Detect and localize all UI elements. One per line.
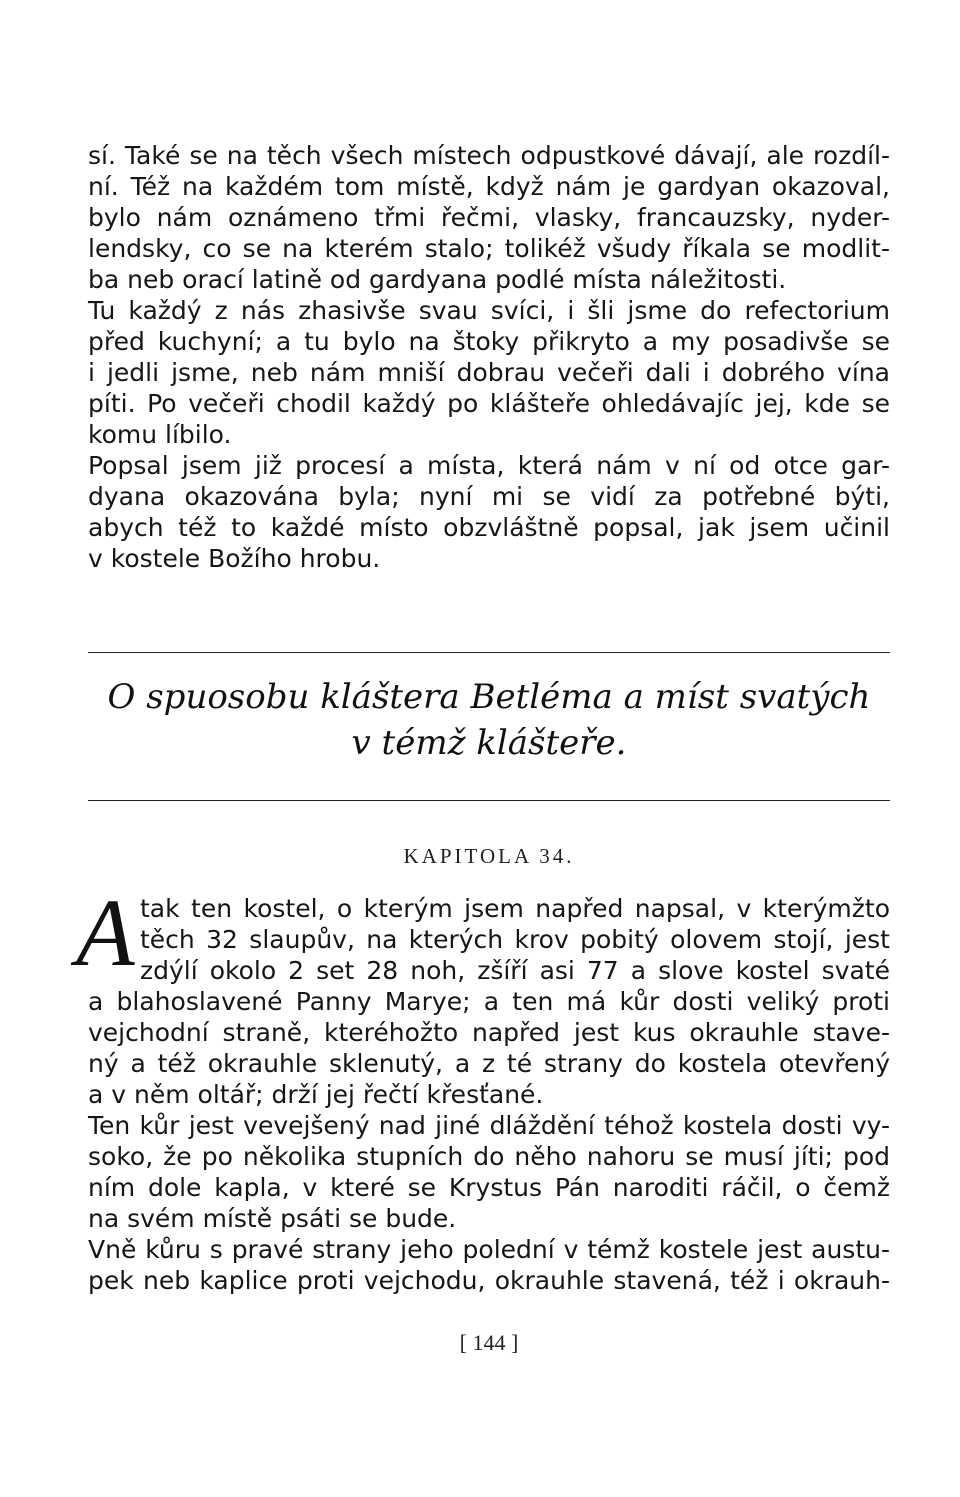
chapter-label: KAPITOLA 34. — [403, 844, 575, 868]
text-line: vejchodní straně, kteréhožto napřed jest kus okrauhle stave- — [88, 1018, 890, 1047]
text-line: tak ten kostel, o kterým jsem napřed napsal, v kterýmžto — [140, 894, 890, 923]
dropcap-letter: A — [76, 879, 135, 986]
text-line: před kuchyní; a tu bylo na štoky přikryto a my posadivše se — [88, 327, 890, 356]
text-line: na svém místě psáti se bude. — [88, 1204, 457, 1233]
dropcap-indented-lines — [88, 893, 890, 986]
text-line: komu líbilo. — [88, 420, 232, 449]
text-line: ný a též okrauhle sklenutý, a z té strany do kostela otevřený — [88, 1049, 890, 1078]
text-line: i jedli jsme, neb nám mniší dobrau večeři dali i dobrého vína — [88, 358, 890, 387]
paragraph-1 — [88, 140, 890, 295]
paragraph-3 — [88, 450, 890, 574]
text-line: soko, že po několika stupních do něho nahoru se musí jíti; pod — [88, 1142, 890, 1171]
text-line: pek neb kaplice proti vejchodu, okrauhle stavená, též i okrauh- — [88, 1266, 890, 1295]
text-line: a blahoslavené Panny Marye; a ten má kůr dosti veliký proti — [88, 987, 890, 1016]
section-heading — [88, 674, 890, 766]
text-line: ní. Též na každém tom místě, když nám je gardyan okazoval, — [88, 172, 890, 201]
paragraph-2 — [88, 295, 890, 450]
text-line: těch 32 slaupův, na kterých krov pobitý olovem stojí, jest — [140, 925, 890, 954]
text-line: a v něm oltář; drží jej řečtí křesťané. — [88, 1080, 544, 1109]
text-line: Popsal jsem již procesí a místa, která nám v ní od otce gar- — [88, 451, 890, 480]
divider-top — [88, 652, 890, 653]
text-line: Vně kůru s pravé strany jeho polední v témž kostele jest austu- — [88, 1235, 890, 1264]
text-line: dyana okazována byla; nyní mi se vidí za potřebné býti, — [88, 482, 890, 511]
divider-bottom — [88, 800, 890, 801]
text-line: píti. Po večeři chodil každý po klášteře ohledávajíc jej, kde se — [88, 389, 890, 418]
heading-line-2: v témž klášteře. — [351, 723, 627, 763]
paragraph-4 — [88, 986, 890, 1110]
text-line: ním dole kapla, v které se Krystus Pán naroditi ráčil, o čemž — [88, 1173, 890, 1202]
text-line: abych též to každé místo obzvláštně popsal, jak jsem učinil — [88, 513, 890, 542]
text-line: zdýlí okolo 2 set 28 noh, zšíří asi 77 a slove kostel svaté — [140, 956, 890, 985]
paragraph-5 — [88, 1110, 890, 1234]
text-block-top — [88, 140, 890, 574]
page-number: [ 144 ] — [459, 1330, 519, 1355]
heading-line-1: O spuosobu kláštera Betléma a míst svatých — [107, 677, 871, 717]
text-line: bylo nám oznámeno třmi řečmi, vlasky, francauzsky, nyder- — [88, 203, 890, 232]
text-block-chapter — [76, 879, 890, 1296]
text-line: ba neb orací latině od gardyana podlé místa náležitosti. — [88, 265, 787, 294]
text-line: lendsky, co se na kterém stalo; tolikéž všudy říkala se modlit- — [88, 234, 890, 263]
text-line: Ten kůr jest vevejšený nad jiné dláždění téhož kostela dosti vy- — [88, 1111, 890, 1140]
text-line: v kostele Božího hrobu. — [88, 544, 381, 573]
text-line: sí. Také se na těch všech místech odpustkové dávají, ale rozdíl- — [88, 141, 890, 170]
text-line: Tu každý z nás zhasivše svau svíci, i šli jsme do refectorium — [88, 296, 890, 325]
paragraph-6 — [88, 1234, 890, 1296]
